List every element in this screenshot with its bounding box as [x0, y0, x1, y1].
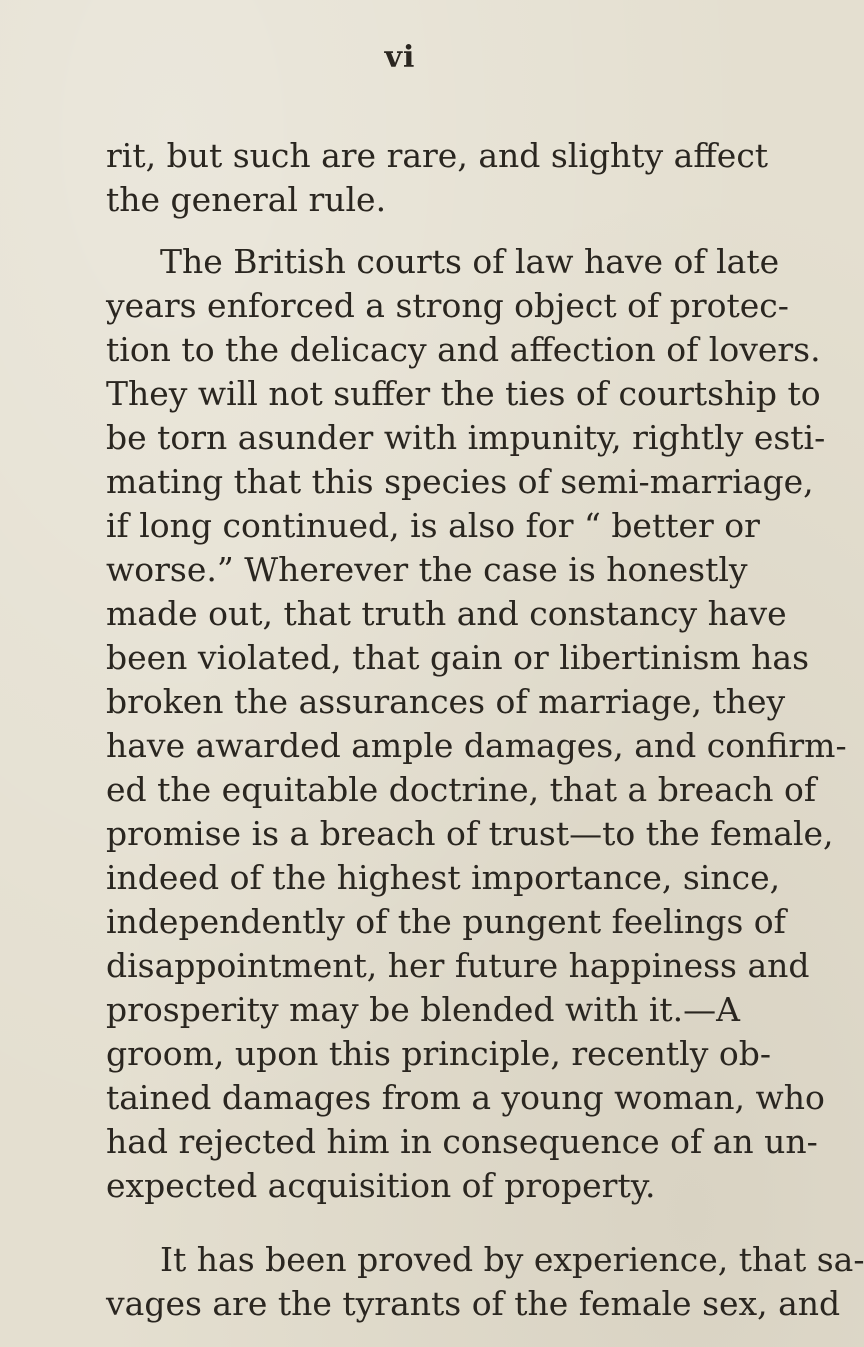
text-line: ed the equitable doctrine, that a breach of [106, 770, 817, 809]
text-line: vages are the tyrants of the female sex, and [106, 1284, 841, 1323]
text-line: It has been proved by experience, that sa- [160, 1240, 864, 1279]
text-line: promise is a breach of trust—to the female, [106, 814, 834, 853]
text-line: indeed of the highest importance, since, [106, 858, 781, 897]
text-line: prosperity may be blended with it.—A [106, 990, 740, 1029]
text-line: mating that this species of semi-marriage, [106, 462, 814, 501]
text-line: groom, upon this principle, recently ob- [106, 1034, 771, 1073]
text-line: tained damages from a young woman, who [106, 1078, 825, 1117]
text-line: rit, but such are rare, and slighty affect [106, 136, 769, 175]
text-line: They will not suffer the ties of courtship to [106, 374, 821, 413]
text-line: been violated, that gain or libertinism has [106, 638, 810, 677]
text-line: the general rule. [106, 180, 387, 219]
text-line: be torn asunder with impunity, rightly esti- [106, 418, 826, 457]
text-line: worse.” Wherever the case is honestly [106, 550, 748, 589]
text-line: The British courts of law have of late [160, 242, 780, 281]
page-number: vi [384, 40, 416, 75]
text-line: disappointment, her future happiness and [106, 946, 810, 985]
text-line: tion to the delicacy and affection of lovers. [106, 330, 821, 369]
text-line: made out, that truth and constancy have [106, 594, 787, 633]
text-line: had rejected him in consequence of an un- [106, 1122, 818, 1161]
text-line: if long continued, is also for “ better or [106, 506, 760, 545]
text-line: years enforced a strong object of protec- [106, 286, 789, 325]
text-line: expected acquisition of property. [106, 1166, 656, 1205]
text-line: independently of the pungent feelings of [106, 902, 786, 941]
text-line: broken the assurances of marriage, they [106, 682, 786, 721]
text-line: have awarded ample damages, and confirm- [106, 726, 847, 765]
